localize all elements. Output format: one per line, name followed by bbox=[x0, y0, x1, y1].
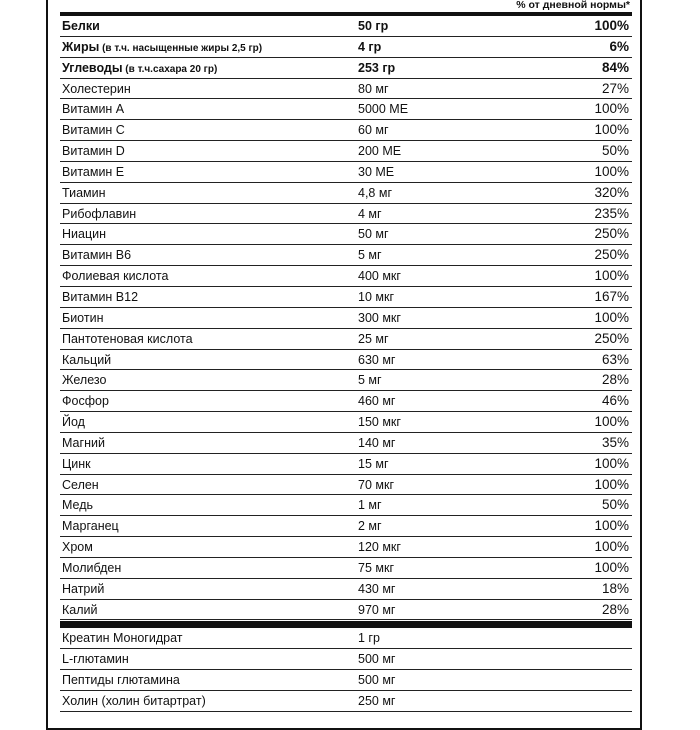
nutrient-daily-percent: 100% bbox=[594, 309, 629, 325]
nutrient-amount: 630 мг bbox=[358, 352, 396, 367]
table-row bbox=[60, 266, 632, 287]
nutrient-name: Пантотеновая кислота bbox=[62, 331, 193, 346]
nutrient-name-cell bbox=[62, 350, 111, 370]
nutrient-name: Марганец bbox=[62, 519, 119, 534]
table-row bbox=[60, 370, 632, 391]
nutrient-name: Витамин С bbox=[62, 123, 125, 138]
table-row bbox=[60, 79, 632, 100]
nutrient-name-cell bbox=[62, 370, 106, 390]
nutrient-daily-percent: 100% bbox=[594, 268, 629, 284]
nutrient-amount: 50 мг bbox=[358, 227, 389, 242]
nutrient-amount: 430 мг bbox=[358, 581, 396, 596]
nutrient-note: (в т.ч. насыщенные жиры 2,5 гр) bbox=[99, 42, 263, 54]
nutrient-name-cell bbox=[62, 58, 217, 80]
nutrient-daily-percent: 235% bbox=[594, 205, 629, 221]
nutrient-name-cell bbox=[62, 308, 103, 328]
table-row bbox=[60, 649, 632, 670]
table-row bbox=[60, 495, 632, 516]
table-row bbox=[60, 287, 632, 308]
nutrient-name: Фосфор bbox=[62, 394, 109, 409]
nutrient-amount: 10 мкг bbox=[358, 289, 394, 304]
nutrient-amount: 70 мкг bbox=[358, 477, 394, 492]
nutrient-daily-percent: 50% bbox=[601, 497, 629, 513]
nutrient-name: Молибден bbox=[62, 560, 122, 575]
nutrient-name: Селен bbox=[62, 477, 99, 492]
nutrient-daily-percent: 250% bbox=[594, 330, 629, 346]
nutrient-daily-percent: 18% bbox=[601, 580, 629, 596]
nutrient-name-cell bbox=[62, 391, 109, 411]
nutrient-name: Витамин Е bbox=[62, 164, 125, 179]
nutrient-amount: 80 мг bbox=[358, 81, 389, 96]
nutrient-name: Витамин D bbox=[62, 144, 125, 159]
nutrient-amount: 970 мг bbox=[358, 602, 396, 617]
nutrient-name-cell bbox=[62, 162, 124, 182]
table-row bbox=[60, 99, 632, 120]
nutrient-amount: 4,8 мг bbox=[358, 185, 393, 200]
ingredient-amount: 500 мг bbox=[358, 673, 396, 688]
table-row bbox=[60, 516, 632, 537]
table-row bbox=[60, 670, 632, 691]
nutrient-name: Фолиевая кислота bbox=[62, 269, 169, 284]
nutrient-amount: 2 мг bbox=[358, 519, 382, 534]
nutrient-daily-percent: 100% bbox=[594, 18, 629, 33]
nutrient-name: Тиамин bbox=[62, 185, 106, 200]
table-row bbox=[60, 412, 632, 433]
nutrient-daily-percent: 6% bbox=[609, 38, 629, 54]
table-row bbox=[60, 475, 632, 496]
nutrient-name: Витамин А bbox=[62, 102, 125, 117]
nutrient-name: Медь bbox=[62, 498, 94, 513]
table-row bbox=[60, 245, 632, 266]
nutrient-name-cell bbox=[62, 329, 193, 349]
nutrient-note: (в т.ч.сахара 20 гр) bbox=[122, 63, 218, 75]
table-row bbox=[60, 537, 632, 558]
table-row bbox=[60, 579, 632, 600]
nutrient-name: Углеводы bbox=[62, 60, 123, 75]
nutrient-name-cell bbox=[62, 600, 98, 620]
table-row bbox=[60, 224, 632, 245]
nutrient-name-cell bbox=[62, 579, 104, 599]
table-row bbox=[60, 600, 632, 621]
table-row bbox=[60, 204, 632, 225]
ingredient-name: Креатин Моногидрат bbox=[62, 631, 183, 646]
nutrient-daily-percent: 100% bbox=[594, 455, 629, 471]
table-row bbox=[60, 558, 632, 579]
nutrient-name-cell bbox=[62, 79, 131, 99]
nutrient-daily-percent: 250% bbox=[594, 247, 629, 263]
nutrient-daily-percent: 100% bbox=[594, 122, 629, 138]
nutrient-name: Калий bbox=[62, 602, 98, 617]
nutrient-name-cell bbox=[62, 141, 125, 161]
nutrient-amount: 400 мкг bbox=[358, 269, 401, 284]
nutrient-daily-percent: 100% bbox=[594, 559, 629, 575]
nutrient-amount: 25 мг bbox=[358, 331, 389, 346]
nutrient-name-cell bbox=[62, 266, 168, 286]
nutrient-daily-percent: 84% bbox=[601, 59, 629, 75]
nutrient-daily-percent: 100% bbox=[594, 101, 629, 117]
nutrient-daily-percent: 50% bbox=[601, 143, 629, 159]
nutrient-name-cell bbox=[62, 558, 121, 578]
nutrient-daily-percent: 100% bbox=[594, 414, 629, 430]
nutrient-name: Биотин bbox=[62, 310, 104, 325]
nutrient-daily-percent: 27% bbox=[601, 80, 629, 96]
nutrient-name: Цинк bbox=[62, 456, 91, 471]
nutrient-name: Витамин В12 bbox=[62, 289, 139, 304]
main-rows bbox=[60, 16, 632, 620]
nutrient-daily-percent: 28% bbox=[601, 601, 629, 617]
nutrient-amount: 4 мг bbox=[358, 206, 382, 221]
table-row bbox=[60, 162, 632, 183]
nutrient-daily-percent: 320% bbox=[594, 184, 629, 200]
ingredient-amount: 500 мг bbox=[358, 652, 396, 667]
nutrient-amount: 60 мг bbox=[358, 123, 389, 138]
nutrient-name: Натрий bbox=[62, 581, 105, 596]
nutrient-amount: 30 МЕ bbox=[358, 164, 395, 179]
ingredient-amount: 250 мг bbox=[358, 694, 396, 709]
nutrient-amount: 200 МЕ bbox=[358, 144, 402, 159]
nutrient-name-cell bbox=[62, 99, 124, 119]
nutrient-amount: 50 гр bbox=[358, 19, 389, 33]
nutrient-name: Белки bbox=[62, 19, 100, 33]
nutrient-name-cell bbox=[62, 412, 85, 432]
nutrient-name-cell bbox=[62, 16, 100, 36]
nutrient-name: Йод bbox=[62, 415, 85, 430]
nutrient-name-cell bbox=[62, 516, 119, 536]
ingredient-amount: 1 гр bbox=[358, 631, 380, 646]
nutrient-name: Магний bbox=[62, 435, 105, 450]
table-row bbox=[60, 58, 632, 79]
nutrient-name: Жиры bbox=[62, 39, 100, 54]
nutrient-daily-percent: 100% bbox=[594, 539, 629, 555]
table-row bbox=[60, 183, 632, 204]
nutrient-name: Витамин В6 bbox=[62, 248, 132, 263]
nutrient-name-cell bbox=[62, 183, 106, 203]
nutrient-amount: 120 мкг bbox=[358, 540, 401, 555]
nutrient-daily-percent: 167% bbox=[594, 288, 629, 304]
nutrient-daily-percent: 46% bbox=[601, 393, 629, 409]
table-row bbox=[60, 454, 632, 475]
nutrient-name: Железо bbox=[62, 373, 107, 388]
nutrient-amount: 140 мг bbox=[358, 435, 396, 450]
table-row bbox=[60, 16, 632, 37]
nutrition-table bbox=[60, 0, 632, 712]
nutrient-name-cell bbox=[62, 454, 91, 474]
nutrient-amount: 5000 МЕ bbox=[358, 102, 409, 117]
nutrient-amount: 1 мг bbox=[358, 498, 382, 513]
table-row bbox=[60, 308, 632, 329]
table-row bbox=[60, 433, 632, 454]
nutrient-name: Холестерин bbox=[62, 81, 131, 96]
table-row bbox=[60, 329, 632, 350]
nutrient-daily-percent: 100% bbox=[594, 476, 629, 492]
nutrient-daily-percent: 100% bbox=[594, 163, 629, 179]
nutrient-name: Рибофлавин bbox=[62, 206, 137, 221]
nutrient-name-cell bbox=[62, 495, 93, 515]
nutrient-name-cell bbox=[62, 537, 93, 557]
ingredient-name: Холин (холин битартрат) bbox=[62, 694, 206, 709]
nutrient-name-cell bbox=[62, 120, 125, 140]
table-row bbox=[60, 37, 632, 58]
nutrient-name: Кальций bbox=[62, 352, 112, 367]
nutrient-name-cell bbox=[62, 433, 105, 453]
nutrient-name-cell bbox=[62, 37, 262, 59]
nutrient-amount: 5 мг bbox=[358, 248, 382, 263]
nutrient-amount: 253 гр bbox=[358, 60, 396, 75]
nutrient-name: Хром bbox=[62, 540, 93, 555]
table-row bbox=[60, 691, 632, 712]
nutrient-daily-percent: 250% bbox=[594, 226, 629, 242]
nutrient-amount: 5 мг bbox=[358, 373, 382, 388]
pct-column-header: % от дневной нормы* bbox=[516, 0, 630, 11]
table-row bbox=[60, 391, 632, 412]
nutrient-amount: 15 мг bbox=[358, 456, 389, 471]
nutrient-daily-percent: 28% bbox=[601, 372, 629, 388]
ingredient-name: L-глютамин bbox=[62, 652, 129, 667]
nutrient-name: Ниацин bbox=[62, 227, 107, 242]
nutrient-amount: 150 мкг bbox=[358, 415, 401, 430]
ingredient-name: Пептиды глютамина bbox=[62, 673, 180, 688]
table-row bbox=[60, 628, 632, 649]
nutrient-amount: 4 гр bbox=[358, 39, 382, 54]
nutrient-name-cell bbox=[62, 224, 106, 244]
nutrient-daily-percent: 35% bbox=[601, 434, 629, 450]
nutrient-name-cell bbox=[62, 475, 99, 495]
table-row bbox=[60, 350, 632, 371]
table-row bbox=[60, 141, 632, 162]
section-separator bbox=[60, 621, 632, 628]
nutrient-name-cell bbox=[62, 245, 131, 265]
nutrient-daily-percent: 100% bbox=[594, 518, 629, 534]
nutrient-daily-percent: 63% bbox=[601, 351, 629, 367]
nutrient-amount: 75 мкг bbox=[358, 560, 394, 575]
nutrient-name-cell bbox=[62, 204, 136, 224]
nutrient-amount: 300 мкг bbox=[358, 310, 401, 325]
table-row bbox=[60, 120, 632, 141]
nutrient-name-cell bbox=[62, 287, 138, 307]
nutrient-amount: 460 мг bbox=[358, 394, 396, 409]
